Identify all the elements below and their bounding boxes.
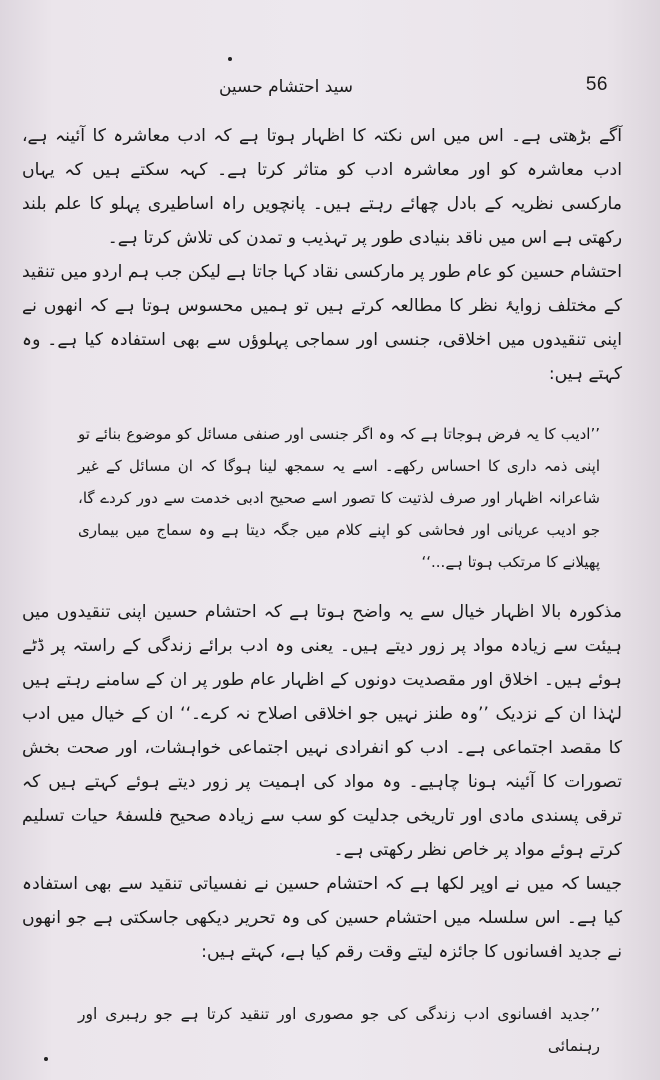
running-title: سید احتشام حسین: [218, 77, 354, 97]
page-number: 56: [585, 74, 608, 95]
body-text-top: [22, 119, 622, 391]
paragraph: مذکورہ بالا اظہار خیال سے یہ واضح ہوتا ہے کہ احتشام حسین اپنی تنقیدوں میں ہیئت سے زیادہ مواد پر زور دیتے ہیں۔ یعنی وہ ادب برائے زندگی کے راستہ پر ڈٹے ہوئے ہیں۔ اخلاق اور مقصدیت دونوں کے اظہار عام طور پر ان کے سامنے رہتے ہیں لہٰذا ان کے نزدیک ’’وہ طنز نہیں جو اخلاقی اصلاح نہ کرے۔‘‘ ان کے خیال میں ادب کا مقصد اجتماعی ہے۔ ادب کو انفرادی نہیں اجتماعی خواہشات، اور صحت بخش تصورات کا آئینہ ہونا چاہیے۔ وہ مواد کی اہمیت پر زور دیتے ہوئے کہتے ہیں کہ ترقی پسندی مادی اور تاریخی جدلیت کو سب سے زیادہ صحیح فلسفۂ حیات تسلیم کرتے ہوئے مواد پر خاص نظر رکھتی ہے۔: [22, 602, 622, 860]
block-quote: ’’ادیب کا یہ فرض ہوجاتا ہے کہ وہ اگر جنسی اور صنفی مسائل کو موضوع بنائے تو اپنی ذمہ داری کا احساس رکھے۔ اسے یہ سمجھ لینا ہوگا کہ ان مسائل کے غیر شاعرانہ اظہار اور صرف لذتیت کا تصور اسے صحیح ادبی خدمت سے دور کردے گا، جو ادیب عریانی اور فحاشی کو اپنے کلام میں جگہ دیتا ہے وہ سماج میں بیماری پھیلانے کا مرتکب ہوتا ہے...‘‘: [78, 425, 600, 571]
paragraph: جیسا کہ میں نے اوپر لکھا ہے کہ احتشام حسین نے نفسیاتی تنقید سے بھی استفادہ کیا ہے۔ اس سلسلہ میں احتشام حسین کی وہ تحریر دیکھی جاسکتی ہے جو انھوں نے جدید افسانوں کا جائزہ لیتے وقت رقم کیا ہے، کہتے ہیں:: [22, 874, 622, 962]
ink-speck: [44, 1057, 48, 1061]
ink-speck: [228, 57, 232, 61]
paragraph: آگے بڑھتی ہے۔ اس میں اس نکتہ کا اظہار ہوتا ہے کہ ادب معاشرہ کا آئینہ ہے، ادب معاشرہ کو اور معاشرہ ادب کو متاثر کرتا ہے۔ کہہ سکتے ہیں کہ یہاں مارکسی نظریہ کے بادل چھائے رہتے ہیں۔ پانچویں راہ اساطیری پہلو کا علم بلند رکھتی ہے اس میں ناقد بنیادی طور پر تہذیب و تمدن کی تلاش کرتا ہے۔: [22, 126, 622, 248]
block-quote: ’’جدید افسانوی ادب زندگی کی جو مصوری اور تنقید کرتا ہے جو رہبری اور رہنمائی: [78, 1005, 600, 1055]
paragraph: احتشام حسین کو عام طور پر مارکسی نقاد کہا جاتا ہے لیکن جب ہم اردو میں تنقید کے مختلف زوایۂ نظر کا مطالعہ کرتے ہیں تو ہمیں محسوس ہوتا ہے کہ انھوں نے اپنی تنقیدوں میں اخلاقی، جنسی اور سماجی پہلوؤں سے بھی استفادہ کیا ہے۔ وہ کہتے ہیں:: [22, 262, 622, 384]
body-text-bottom: [22, 595, 622, 969]
page-header: [40, 72, 608, 106]
